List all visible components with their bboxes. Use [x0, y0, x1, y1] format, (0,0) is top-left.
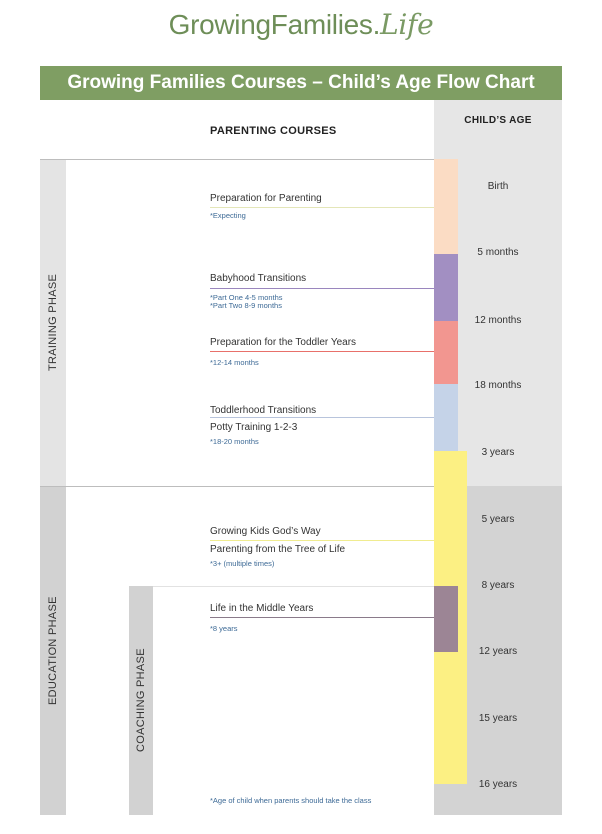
- age-label-3-years: 3 years: [481, 447, 515, 458]
- course-tree-of-life: Parenting from the Tree of Life: [210, 544, 346, 555]
- course-toddlerhood-transitions: Toddlerhood Transitions: [210, 405, 317, 416]
- page-title: Growing Families Courses – Child’s Age Flow Chart: [40, 66, 562, 100]
- education-top-border: [40, 486, 434, 487]
- course-note-prep: *Expecting: [210, 211, 246, 220]
- brand-logo: [0, 8, 602, 41]
- age-label-8-years: 8 years: [481, 580, 515, 591]
- age-label-16-years: 16 years: [478, 779, 518, 790]
- course-note-toddler-prep: *12-14 months: [210, 358, 259, 367]
- course-note-gkgw: *3+ (multiple times): [210, 559, 275, 568]
- age-bar-toddler-prep: [434, 321, 458, 384]
- coaching-phase-panel: [153, 587, 434, 815]
- course-note-baby-2: *Part Two 8-9 months: [210, 301, 282, 310]
- course-life-in-the-middle-years: Life in the Middle Years: [210, 603, 314, 614]
- age-bar-expecting: [434, 159, 458, 254]
- course-preparation-toddler-years: Preparation for the Toddler Years: [210, 337, 357, 348]
- course-potty-training: Potty Training 1-2-3: [210, 422, 298, 433]
- course-note-baby-1: *Part One 4-5 months: [210, 293, 283, 302]
- education-phase-label: EDUCATION PHASE: [47, 596, 59, 705]
- footnote: *Age of child when parents should take the class: [210, 796, 372, 805]
- age-label-15-years: 15 years: [478, 713, 518, 724]
- course-underline-middle: [210, 617, 434, 618]
- coaching-phase-label: COACHING PHASE: [135, 648, 147, 753]
- course-note-toddlerhood: *18-20 months: [210, 437, 259, 446]
- age-label-18-months: 18 months: [474, 380, 522, 391]
- age-label-12-years: 12 years: [478, 646, 518, 657]
- age-label-5-months: 5 months: [477, 247, 519, 258]
- childs-age-header: CHILD’S AGE: [464, 115, 532, 126]
- training-phase-label: TRAINING PHASE: [47, 273, 59, 372]
- course-growing-kids-gods-way: Growing Kids God’s Way: [210, 526, 321, 537]
- course-note-middle: *8 years: [210, 624, 238, 633]
- age-bar-babyhood: [434, 254, 458, 321]
- course-babyhood-transitions: Babyhood Transitions: [210, 273, 307, 284]
- course-underline-gkgw: [210, 540, 434, 541]
- course-underline-toddlerhood: [210, 417, 434, 418]
- age-bar-toddlerhood: [434, 384, 458, 451]
- course-preparation-for-parenting: Preparation for Parenting: [210, 193, 322, 204]
- parenting-courses-header: PARENTING COURSES: [210, 125, 337, 137]
- logo-main-text: GrowingFamilies.: [168, 9, 381, 40]
- age-label-5-years: 5 years: [481, 514, 515, 525]
- training-top-border: [40, 159, 434, 160]
- age-label-birth: Birth: [487, 181, 509, 192]
- age-label-12-months: 12 months: [474, 315, 522, 326]
- logo-script-text: Life: [380, 8, 434, 41]
- age-bar-middle-years: [434, 586, 458, 652]
- course-underline-prep: [210, 207, 434, 208]
- course-underline-baby: [210, 288, 434, 289]
- course-underline-toddler-prep: [210, 351, 434, 352]
